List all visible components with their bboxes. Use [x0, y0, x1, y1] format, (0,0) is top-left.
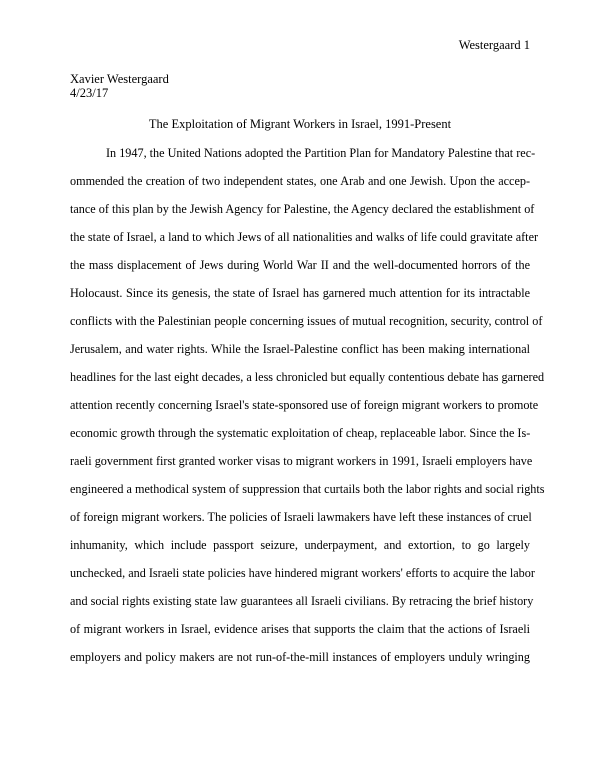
body-line: Holocaust. Since its genesis, the state of Israel has garnered much attention for its intractable: [70, 286, 530, 300]
author-name: Xavier Westergaard: [70, 72, 169, 86]
author-heading-block: [70, 72, 169, 100]
body-line: the mass displacement of Jews during World War II and the well-documented horrors of the: [70, 258, 530, 272]
body-line: tance of this plan by the Jewish Agency for Palestine, the Agency declared the establishment of: [70, 202, 535, 216]
body-line: inhumanity, which include passport seizure, underpayment, and extortion, to go largely: [70, 538, 530, 552]
body-paragraph: [70, 139, 545, 671]
essay-date: 4/23/17: [70, 86, 109, 100]
body-line: employers and policy makers are not run-of-the-mill instances of employers unduly wringing: [70, 650, 530, 664]
essay-title: The Exploitation of Migrant Workers in Israel, 1991-Present: [148, 117, 452, 131]
body-line: and social rights existing state law guarantees all Israeli civilians. By retracing the brief history: [70, 594, 534, 608]
body-line: the state of Israel, a land to which Jews of all nationalities and walks of life could gravitate after: [70, 230, 539, 244]
body-line: engineered a methodical system of suppression that curtails both the labor rights and social rights: [70, 482, 545, 496]
running-header: Westergaard 1: [458, 38, 530, 52]
body-line: In 1947, the United Nations adopted the Partition Plan for Mandatory Palestine that rec-: [106, 146, 536, 160]
body-line: attention recently concerning Israel's state-sponsored use of foreign migrant workers to promote: [70, 398, 539, 412]
body-line: headlines for the last eight decades, a less chronicled but equally contentious debate has garnered: [70, 370, 545, 384]
body-line: economic growth through the systematic exploitation of cheap, replaceable labor. Since the Is-: [70, 426, 531, 440]
body-line: unchecked, and Israeli state policies have hindered migrant workers' efforts to acquire the labor: [70, 566, 535, 580]
body-line: of migrant workers in Israel, evidence arises that supports the claim that the actions of Israeli: [70, 622, 530, 636]
body-line: ommended the creation of two independent states, one Arab and one Jewish. Upon the accep-: [70, 174, 530, 188]
body-line: conflicts with the Palestinian people concerning issues of mutual recognition, security, control of: [70, 314, 543, 328]
body-line: Jerusalem, and water rights. While the Israel-Palestine conflict has been making international: [70, 342, 530, 356]
body-line: of foreign migrant workers. The policies of Israeli lawmakers have left these instances of cruel: [70, 510, 532, 524]
body-line: raeli government first granted worker visas to migrant workers in 1991, Israeli employers have: [70, 454, 533, 468]
